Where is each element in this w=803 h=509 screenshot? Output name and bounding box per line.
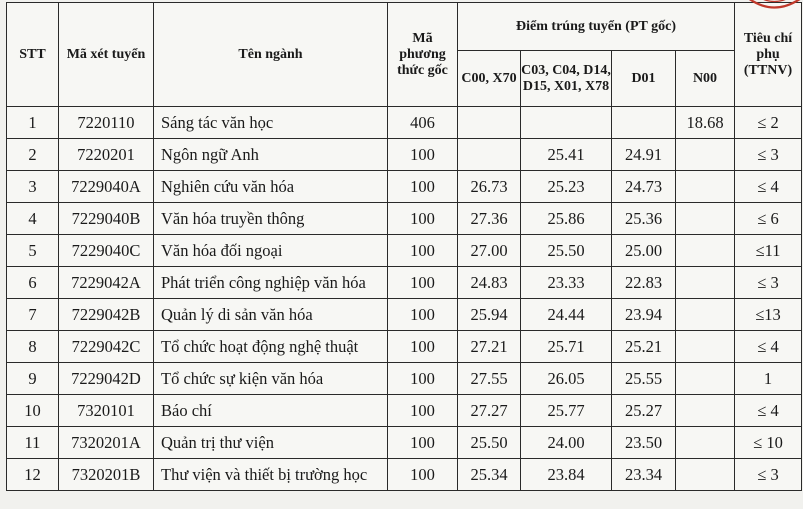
cell-c03 [521, 107, 612, 139]
cell-c03: 23.84 [521, 459, 612, 491]
cell-stt: 1 [7, 107, 59, 139]
cell-crit: ≤11 [735, 235, 802, 267]
cell-c03: 25.71 [521, 331, 612, 363]
cell-code: 7229042A [59, 267, 154, 299]
cell-major: Sáng tác văn học [154, 107, 388, 139]
cell-method: 100 [388, 331, 458, 363]
header-d01: D01 [612, 51, 676, 107]
cell-d01: 25.00 [612, 235, 676, 267]
cell-major: Quản lý di sản văn hóa [154, 299, 388, 331]
cell-code: 7229040C [59, 235, 154, 267]
cell-c03: 26.05 [521, 363, 612, 395]
cell-c03: 25.86 [521, 203, 612, 235]
cell-crit: ≤ 4 [735, 171, 802, 203]
cell-crit: 1 [735, 363, 802, 395]
cell-method: 100 [388, 235, 458, 267]
cell-n00 [676, 139, 735, 171]
cell-code: 7229042B [59, 299, 154, 331]
header-c03: C03, C04, D14, D15, X01, X78 [521, 51, 612, 107]
cell-n00 [676, 235, 735, 267]
cell-d01: 23.50 [612, 427, 676, 459]
table-row [7, 107, 802, 139]
cell-major: Thư viện và thiết bị trường học [154, 459, 388, 491]
cell-method: 100 [388, 171, 458, 203]
cell-stt: 2 [7, 139, 59, 171]
cell-c00: 27.00 [458, 235, 521, 267]
cell-code: 7229040A [59, 171, 154, 203]
cell-n00 [676, 267, 735, 299]
cell-method: 100 [388, 267, 458, 299]
cell-method: 100 [388, 203, 458, 235]
cell-c03: 25.50 [521, 235, 612, 267]
cell-d01: 25.21 [612, 331, 676, 363]
cell-stt: 3 [7, 171, 59, 203]
table-row [7, 363, 802, 395]
header-n00: N00 [676, 51, 735, 107]
table-row [7, 203, 802, 235]
cell-d01: 24.73 [612, 171, 676, 203]
cell-n00: 18.68 [676, 107, 735, 139]
cell-code: 7229042C [59, 331, 154, 363]
cell-code: 7320201A [59, 427, 154, 459]
cell-code: 7320201B [59, 459, 154, 491]
table-row [7, 299, 802, 331]
cell-method: 100 [388, 299, 458, 331]
cell-crit: ≤ 3 [735, 267, 802, 299]
cell-crit: ≤13 [735, 299, 802, 331]
cell-stt: 7 [7, 299, 59, 331]
cell-n00 [676, 363, 735, 395]
cell-major: Nghiên cứu văn hóa [154, 171, 388, 203]
cell-d01: 23.34 [612, 459, 676, 491]
cell-n00 [676, 203, 735, 235]
table-body [7, 107, 802, 491]
cell-c03: 24.00 [521, 427, 612, 459]
admission-table-container [6, 2, 801, 504]
cell-c00: 26.73 [458, 171, 521, 203]
cell-code: 7220201 [59, 139, 154, 171]
cell-stt: 6 [7, 267, 59, 299]
cell-d01: 25.36 [612, 203, 676, 235]
cell-code: 7220110 [59, 107, 154, 139]
cell-c00: 27.55 [458, 363, 521, 395]
header-major: Tên ngành [154, 3, 388, 107]
admission-scores-table [6, 2, 802, 491]
header-method: Mã phương thức gốc [388, 3, 458, 107]
header-c00: C00, X70 [458, 51, 521, 107]
cell-stt: 8 [7, 331, 59, 363]
cell-d01: 23.94 [612, 299, 676, 331]
cell-d01: 25.27 [612, 395, 676, 427]
cell-stt: 5 [7, 235, 59, 267]
cell-c00: 25.50 [458, 427, 521, 459]
header-criteria: Tiêu chí phụ (TTNV) [735, 3, 802, 107]
cell-c03: 25.23 [521, 171, 612, 203]
cell-major: Quản trị thư viện [154, 427, 388, 459]
cell-major: Tổ chức hoạt động nghệ thuật [154, 331, 388, 363]
cell-d01: 22.83 [612, 267, 676, 299]
cell-c00: 24.83 [458, 267, 521, 299]
cell-stt: 10 [7, 395, 59, 427]
table-row [7, 459, 802, 491]
cell-c00: 25.94 [458, 299, 521, 331]
cell-major: Văn hóa truyền thông [154, 203, 388, 235]
cell-method: 100 [388, 395, 458, 427]
cell-n00 [676, 299, 735, 331]
cell-c00: 27.21 [458, 331, 521, 363]
cell-major: Văn hóa đối ngoại [154, 235, 388, 267]
cell-crit: ≤ 3 [735, 139, 802, 171]
cell-crit: ≤ 2 [735, 107, 802, 139]
cell-c03: 25.77 [521, 395, 612, 427]
table-row [7, 235, 802, 267]
cell-stt: 4 [7, 203, 59, 235]
cell-method: 406 [388, 107, 458, 139]
cell-d01: 25.55 [612, 363, 676, 395]
cell-method: 100 [388, 459, 458, 491]
cell-code: 7320101 [59, 395, 154, 427]
cell-c03: 24.44 [521, 299, 612, 331]
cell-crit: ≤ 4 [735, 395, 802, 427]
cell-crit: ≤ 4 [735, 331, 802, 363]
table-row [7, 427, 802, 459]
cell-stt: 11 [7, 427, 59, 459]
cell-c00: 27.36 [458, 203, 521, 235]
cell-code: 7229042D [59, 363, 154, 395]
cell-major: Phát triển công nghiệp văn hóa [154, 267, 388, 299]
cell-d01: 24.91 [612, 139, 676, 171]
cell-method: 100 [388, 427, 458, 459]
cell-stt: 12 [7, 459, 59, 491]
cell-method: 100 [388, 363, 458, 395]
cell-major: Ngôn ngữ Anh [154, 139, 388, 171]
table-row [7, 139, 802, 171]
cell-c00: 27.27 [458, 395, 521, 427]
cell-c00: 25.34 [458, 459, 521, 491]
cell-c00 [458, 139, 521, 171]
cell-c03: 25.41 [521, 139, 612, 171]
cell-c03: 23.33 [521, 267, 612, 299]
cell-d01 [612, 107, 676, 139]
cell-stt: 9 [7, 363, 59, 395]
header-code: Mã xét tuyển [59, 3, 154, 107]
table-row [7, 267, 802, 299]
cell-n00 [676, 395, 735, 427]
cell-major: Báo chí [154, 395, 388, 427]
table-row [7, 395, 802, 427]
cell-n00 [676, 427, 735, 459]
table-row [7, 171, 802, 203]
cell-n00 [676, 331, 735, 363]
cell-n00 [676, 171, 735, 203]
table-row [7, 331, 802, 363]
header-score-group: Điểm trúng tuyển (PT gốc) [458, 3, 735, 51]
cell-c00 [458, 107, 521, 139]
header-stt: STT [7, 3, 59, 107]
cell-crit: ≤ 6 [735, 203, 802, 235]
cell-n00 [676, 459, 735, 491]
cell-major: Tổ chức sự kiện văn hóa [154, 363, 388, 395]
cell-code: 7229040B [59, 203, 154, 235]
cell-method: 100 [388, 139, 458, 171]
cell-crit: ≤ 3 [735, 459, 802, 491]
cell-crit: ≤ 10 [735, 427, 802, 459]
